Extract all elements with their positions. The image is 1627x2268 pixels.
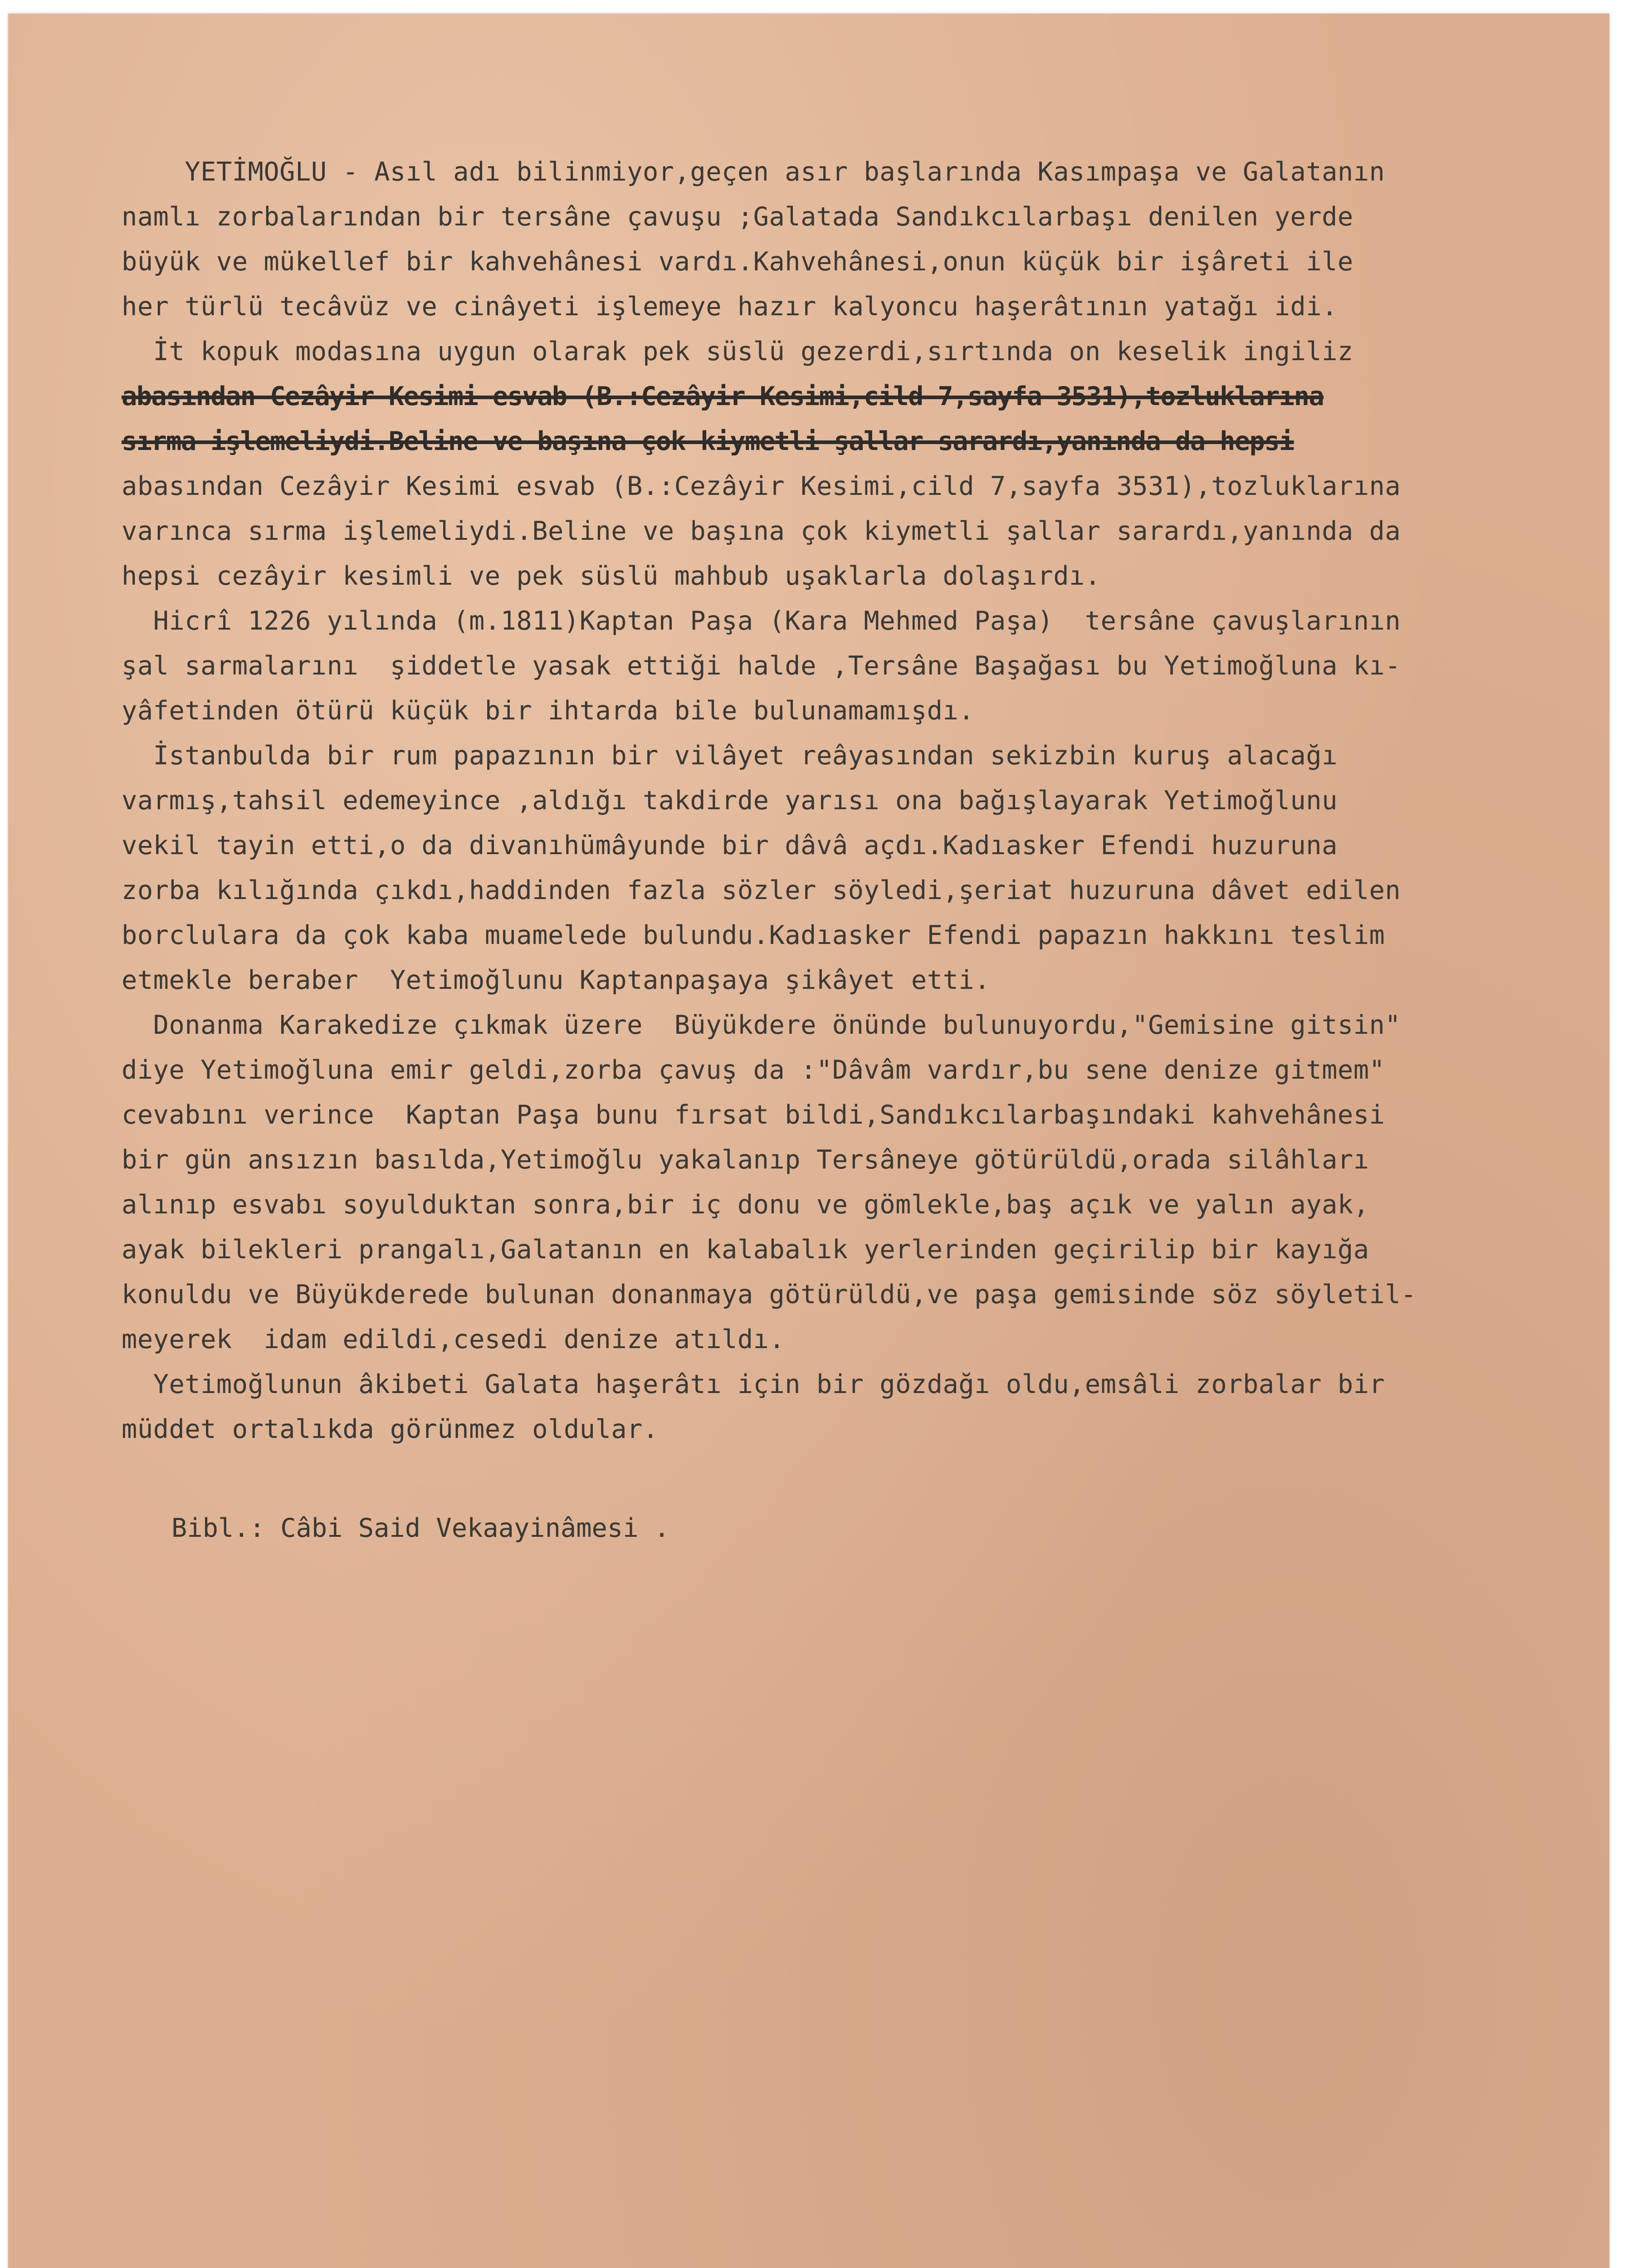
text-line: varmış,tahsil edemeyince ,aldığı takdirde yarısı ona bağışlayarak Yetimoğlunu: [122, 786, 1338, 816]
text-line: her türlü tecâvüz ve cinâyeti işlemeye hazır kalyoncu haşerâtının yatağı idi.: [122, 292, 1338, 322]
text-line: namlı zorbalarından bir tersâne çavuşu ;Galatada Sandıkcılarbaşı denilen yerde: [122, 202, 1353, 232]
text-line: varınca sırma işlemeliydi.Beline ve başına çok kiymetli şallar sarardı,yanında da: [122, 516, 1401, 546]
text-line: Donanma Karakedize çıkmak üzere Büyükdere önünde bulunuyordu,"Gemisine gitsin": [122, 1010, 1401, 1040]
bibliography: Bibl.: Câbi Said Vekaayinâmesi .: [171, 1513, 670, 1543]
text-line: büyük ve mükellef bir kahvehânesi vardı.Kahvehânesi,onun küçük bir işâreti ile: [122, 247, 1353, 277]
text-line: Hicrî 1226 yılında (m.1811)Kaptan Paşa (Kara Mehmed Paşa) tersâne çavuşlarının: [122, 606, 1401, 636]
text-line: YETİMOĞLU - Asıl adı bilinmiyor,geçen asır başlarında Kasımpaşa ve Galatanın: [122, 157, 1385, 187]
text-line: borclulara da çok kaba muamelede bulundu.Kadıasker Efendi papazın hakkını teslim: [122, 920, 1385, 950]
text-line: İt kopuk modasına uygun olarak pek süslü gezerdi,sırtında on keselik ingiliz: [122, 337, 1353, 367]
typewritten-page: [8, 14, 1609, 2268]
struck-line: abasından Cezâyir Kesimi esvab (B.:Cezâyir Kesimi,cild 7,sayfa 3531),tozluklarına: [122, 381, 1324, 411]
struck-line: sırma işlemeliydi.Beline ve başına çok kiymetli şallar sarardı,yanında da hepsi: [122, 426, 1294, 456]
text-line: etmekle beraber Yetimoğlunu Kaptanpaşaya şikâyet etti.: [122, 965, 990, 995]
text-line: abasından Cezâyir Kesimi esvab (B.:Cezâyir Kesimi,cild 7,sayfa 3531),tozluklarına: [122, 471, 1401, 501]
text-line: alınıp esvabı soyulduktan sonra,bir iç donu ve gömlekle,baş açık ve yalın ayak,: [122, 1190, 1369, 1220]
text-line: diye Yetimoğluna emir geldi,zorba çavuş da :"Dâvâm vardır,bu sene denize gitmem": [122, 1055, 1385, 1085]
text-line: müddet ortalıkda görünmez oldular.: [122, 1414, 659, 1444]
text-line: Yetimoğlunun âkibeti Galata haşerâtı için bir gözdağı oldu,emsâli zorbalar bir: [122, 1369, 1385, 1399]
text-line: hepsi cezâyir kesimli ve pek süslü mahbub uşaklarla dolaşırdı.: [122, 561, 1101, 591]
text-line: İstanbulda bir rum papazının bir vilâyet reâyasından sekizbin kuruş alacağı: [122, 741, 1338, 771]
text-line: konuldu ve Büyükderede bulunan donanmaya götürüldü,ve paşa gemisinde söz söyletil-: [122, 1280, 1417, 1310]
text-line: yâfetinden ötürü küçük bir ihtarda bile bulunamamışdı.: [122, 696, 975, 726]
text-line: ayak bilekleri prangalı,Galatanın en kalabalık yerlerinden geçirilip bir kayığa: [122, 1235, 1369, 1265]
text-line: bir gün ansızın basılda,Yetimoğlu yakalanıp Tersâneye götürüldü,orada silâhları: [122, 1145, 1369, 1175]
text-line: meyerek idam edildi,cesedi denize atıldı.: [122, 1325, 785, 1354]
text-line: vekil tayin etti,o da divanıhümâyunde bir dâvâ açdı.Kadıasker Efendi huzuruna: [122, 831, 1338, 860]
text-line: zorba kılığında çıkdı,haddinden fazla sözler söyledi,şeriat huzuruna dâvet edilen: [122, 875, 1401, 905]
text-line: şal sarmalarını şiddetle yasak ettiği halde ,Tersâne Başağası bu Yetimoğluna kı-: [122, 651, 1401, 681]
document-body: [122, 150, 1596, 1452]
text-line: cevabını verince Kaptan Paşa bunu fırsat bildi,Sandıkcılarbaşındaki kahvehânesi: [122, 1100, 1385, 1130]
